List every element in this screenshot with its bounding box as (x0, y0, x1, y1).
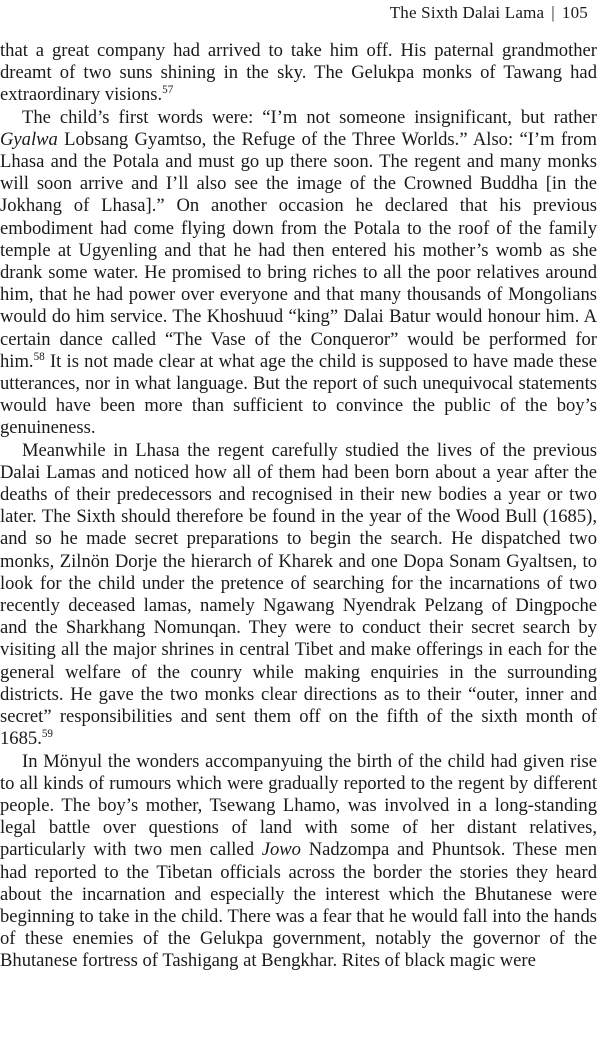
paragraph-text: It is not made clear at what age the child is supposed to have made these utterances, nor in what language. But the report of such unequivocal statements would have been more than sufficient to convince the public of the boy’s genuineness. (0, 350, 597, 439)
italic-term: Jowo (261, 839, 301, 861)
italic-term: Gyalwa (0, 128, 58, 150)
running-header-title: The Sixth Dalai Lama (389, 3, 545, 22)
footnote-marker: 58 (33, 350, 45, 363)
paragraph-text: that a great company had arrived to take him off. His paternal grandmother dreamt of two suns shining in the sky. The Gelukpa monks of Tawang had extraordinary visions. (0, 40, 597, 106)
running-header (390, 3, 588, 23)
paragraph-text: Nadzompa and Phuntsok. These men had reported to the Tibetan officials across the border the stories they heard about the incarnation and especially the interest which the Bhutanese were beginning to take in the child. There was a fear that he would fall into the hands of these enemies of the Gelukpa government, notably the governor of the Bhutanese fortress of Tashigang at Bengkhar. Rites of black magic were (0, 839, 597, 972)
body-text (0, 40, 597, 973)
paragraph-text: In Mönyul the wonders accompanyuing the birth of the child had given rise to all kinds of rumours which were gradually reported to the regent by different people. The boy’s mother, Tsewang Lhamo, was involved in a long-standing legal battle over questions of land with some of her distant relatives, particularly with two men called (0, 750, 597, 861)
page-number: 105 (561, 3, 588, 22)
paragraph (0, 107, 597, 440)
header-separator: | (551, 3, 555, 22)
paragraph-text: Lobsang Gyamtso, the Refuge of the Three Worlds.” Also: “I’m from Lhasa and the Potala and must go up there soon. The regent and many monks will soon arrive and I’ll also see the image of the Crowned Buddha [in the Jokhang of Lhasa].” On another occasion he declared that his previous embodiment had come flying down from the Potala to the roof of the family temple at Ugyenling and that he had then entered his mother’s womb as she drank some water. He promised to bring riches to all the poor relatives around him, that he had power over everyone and that many thousands of Mongolians would do him service. The Khoshuud “king” Dalai Batur would honour him. A certain dance called “The Vase of the Conqueror” would be performed for him. (0, 128, 597, 372)
paragraph-text: Meanwhile in Lhasa the regent carefully studied the lives of the previous Dalai Lamas and noticed how all of them had been born about a year after the deaths of their predecessors and recognised in their new bodies a year or two later. The Sixth should therefore be found in the year of the Wood Bull (1685), and so he made secret preparations to begin the search. He dispatched two monks, Zilnön Dorje the hierarch of Kharek and one Dopa Sonam Gyaltsen, to look for the child under the pretence of searching for the incarnations of two recently deceased lamas, namely Ngawang Nyendrak Pelzang of Dingpoche and the Sharkhang Nomunqan. They were to conduct their secret search by visiting all the major shrines in central Tibet and make offerings in each for the general welfare of the counry while making enquiries in the surrounding districts. He gave the two monks clear directions as to their “outer, inner and secret” responsibilities and sent them off on the fifth of the sixth month of 1685. (0, 439, 597, 750)
footnote-marker: 57 (162, 84, 174, 97)
paragraph (0, 40, 597, 107)
paragraph-text: The child’s first words were: “I’m not someone insignificant, but rather (22, 106, 597, 128)
paragraph (0, 440, 597, 751)
footnote-marker: 59 (41, 728, 53, 741)
paragraph (0, 751, 597, 973)
